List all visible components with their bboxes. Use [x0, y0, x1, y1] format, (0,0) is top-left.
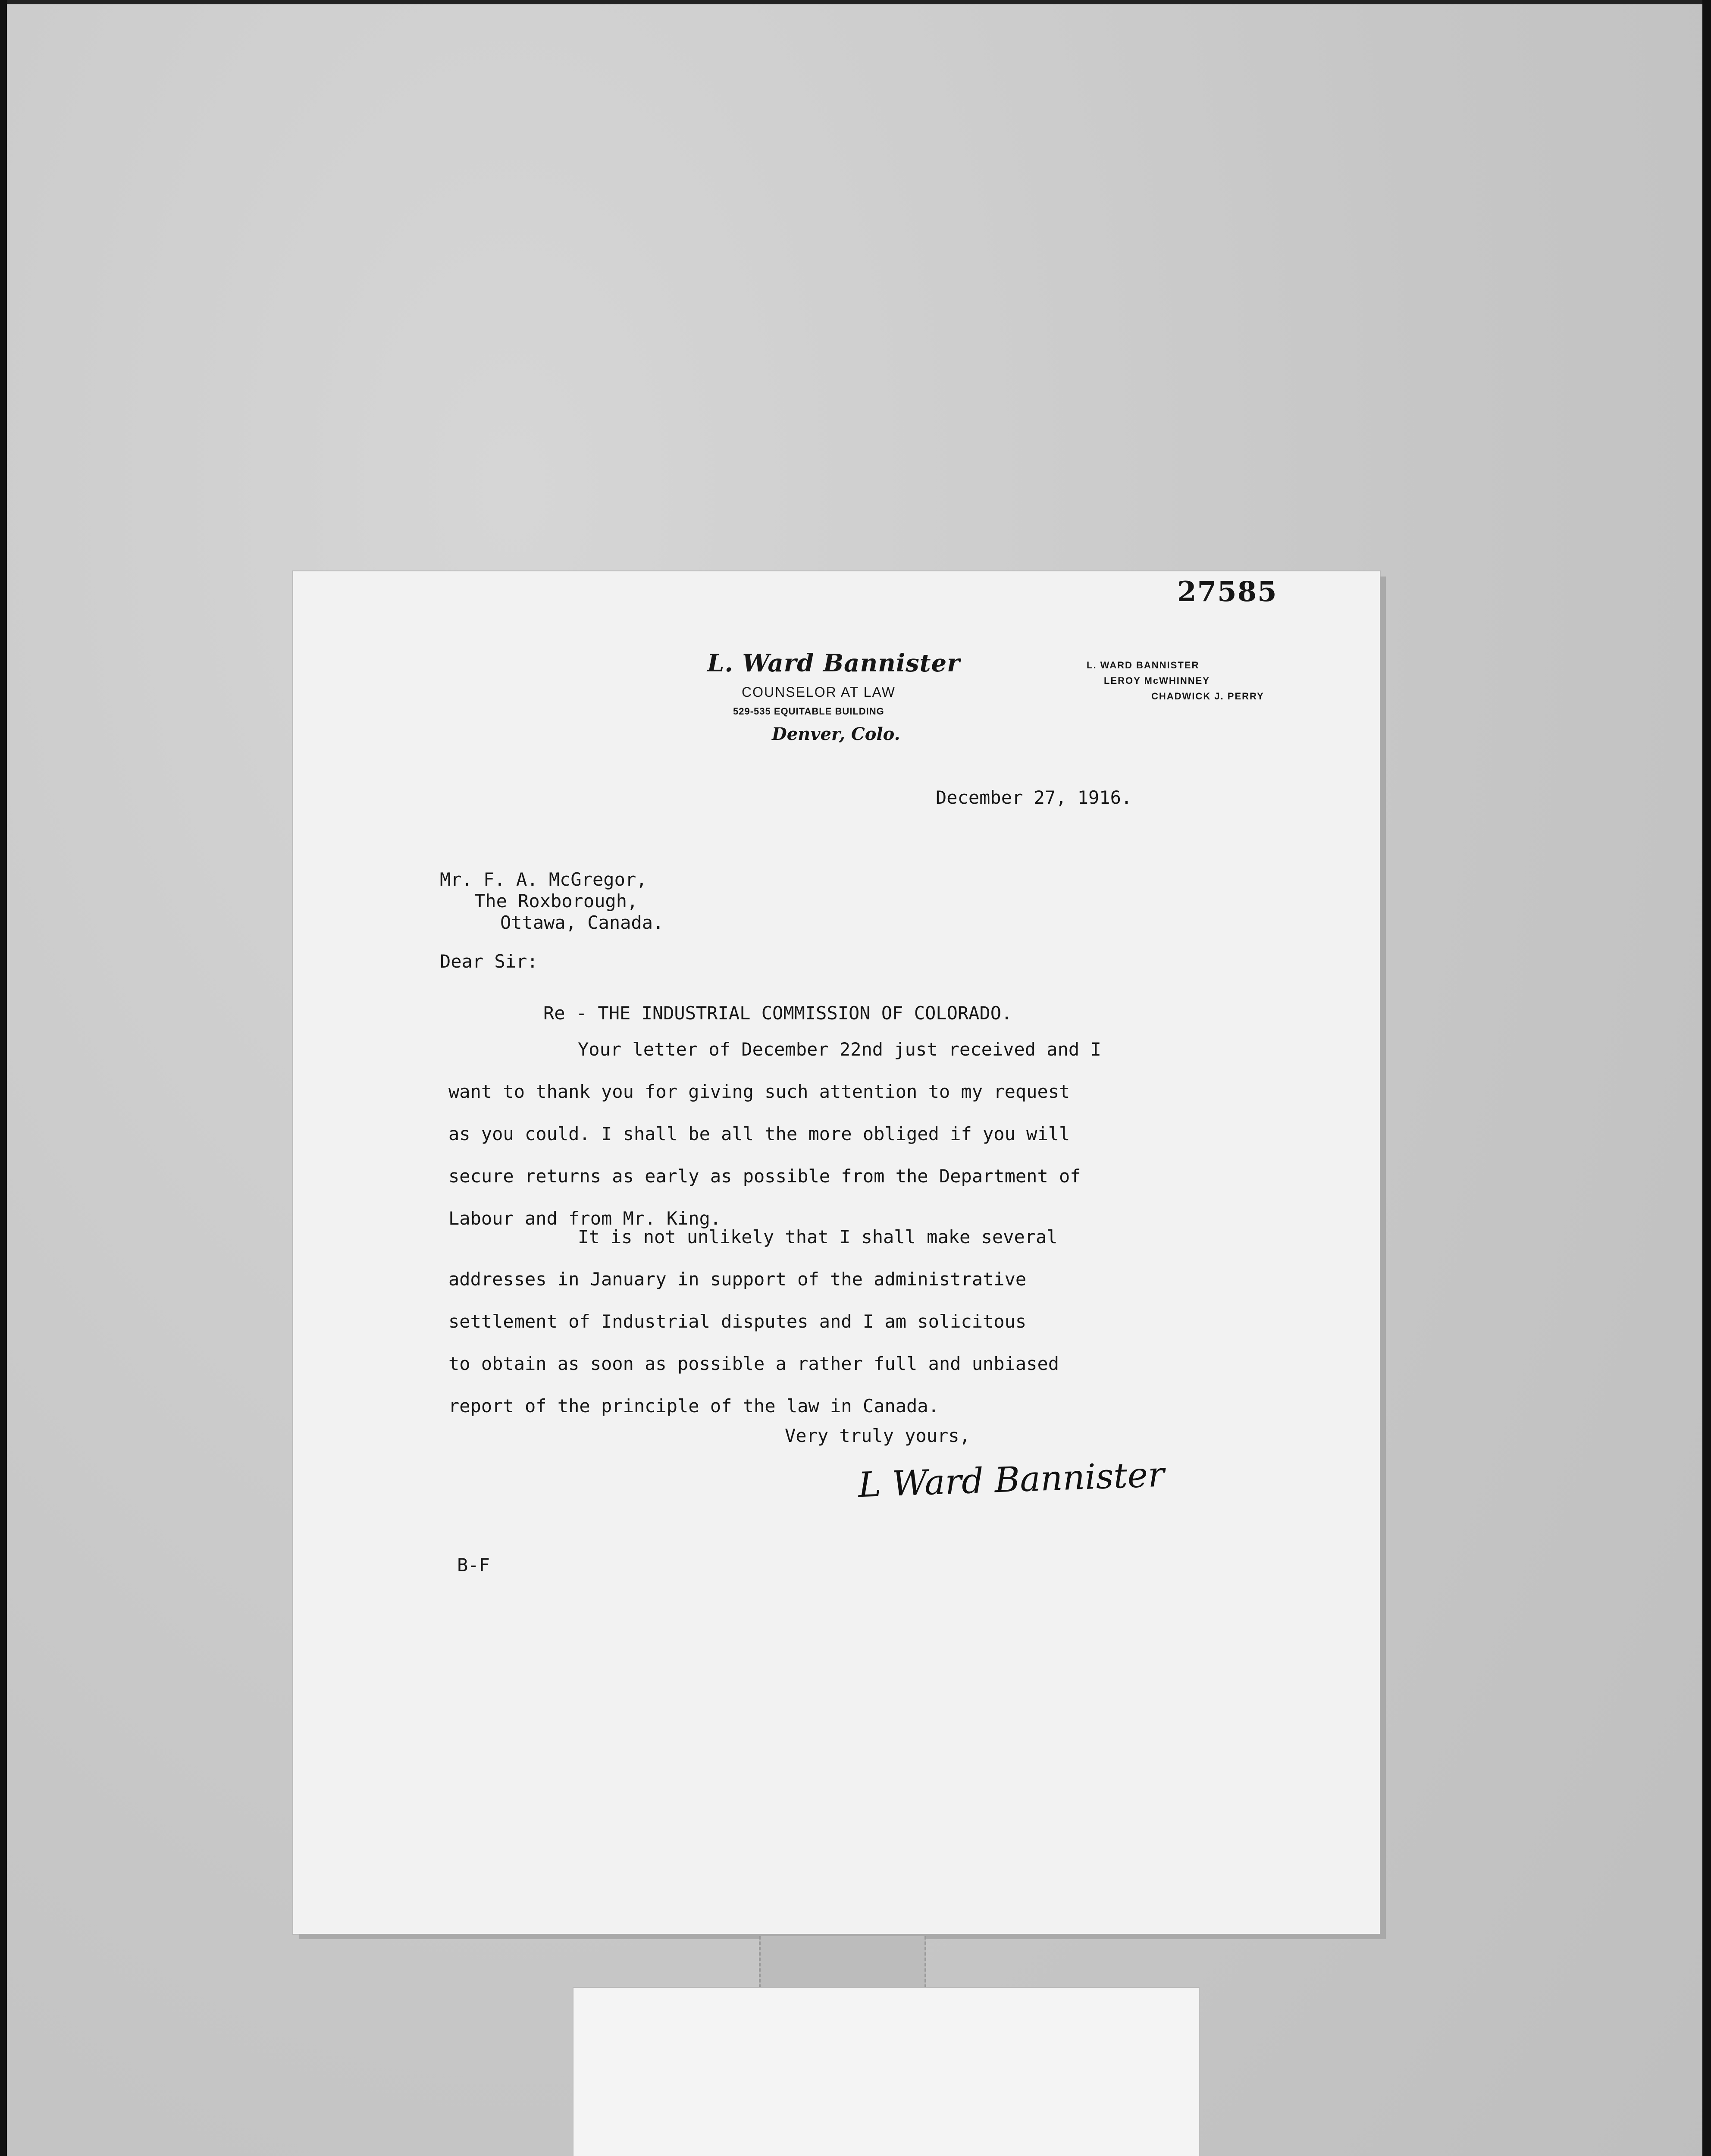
recipient-line: Mr. F. A. McGregor, [440, 869, 647, 890]
typist-initials: B-F [457, 1554, 490, 1576]
letter-date: December 27, 1916. [936, 787, 1132, 808]
paragraph-line: addresses in January in support of the administrative [448, 1269, 1027, 1290]
letterhead-name: L. Ward Bannister [707, 649, 960, 677]
paragraph-line: Labour and from Mr. King. [448, 1208, 721, 1229]
collection-label-card [573, 1988, 1199, 2156]
letterhead-title: COUNSELOR AT LAW [742, 684, 896, 700]
salutation: Dear Sir: [440, 951, 538, 972]
letterhead-address: 529-535 EQUITABLE BUILDING [733, 706, 884, 717]
paragraph-line: as you could. I shall be all the more obliged if you will [448, 1123, 1070, 1144]
subject-line: Re - THE INDUSTRIAL COMMISSION OF COLORADO. [543, 1003, 1012, 1024]
document-number: 27585 [1177, 576, 1278, 608]
partners-list [1087, 658, 1264, 704]
film-edge-right [1702, 0, 1711, 2156]
film-edge-top [0, 0, 1711, 4]
partner-name: L. WARD BANNISTER [1087, 660, 1200, 671]
handwritten-signature: L Ward Bannister [857, 1454, 1165, 1505]
mounting-tape [759, 1936, 926, 1988]
recipient-line: Ottawa, Canada. [500, 912, 664, 933]
paragraph-line: settlement of Industrial disputes and I am solicitous [448, 1311, 1027, 1332]
paragraph-line: report of the principle of the law in Canada. [448, 1395, 939, 1416]
partner-name: CHADWICK J. PERRY [1151, 691, 1264, 702]
paragraph-line: Your letter of December 22nd just received and I [578, 1039, 1101, 1060]
closing: Very truly yours, [785, 1425, 970, 1446]
film-edge-left [0, 0, 7, 2156]
paragraph-line: secure returns as early as possible from the Department of [448, 1166, 1081, 1187]
letterhead-city: Denver, Colo. [772, 724, 900, 744]
paragraph-2 [448, 1216, 1225, 1427]
paragraph-line: to obtain as soon as possible a rather full and unbiased [448, 1353, 1059, 1374]
partner-name: LEROY McWHINNEY [1104, 675, 1210, 686]
paragraph-line: want to thank you for giving such attention to my request [448, 1081, 1070, 1102]
recipient-line: The Roxborough, [474, 890, 638, 912]
paragraph-1 [448, 1028, 1225, 1240]
letter-page [293, 571, 1380, 1934]
paragraph-line: It is not unlikely that I shall make several [578, 1226, 1058, 1247]
